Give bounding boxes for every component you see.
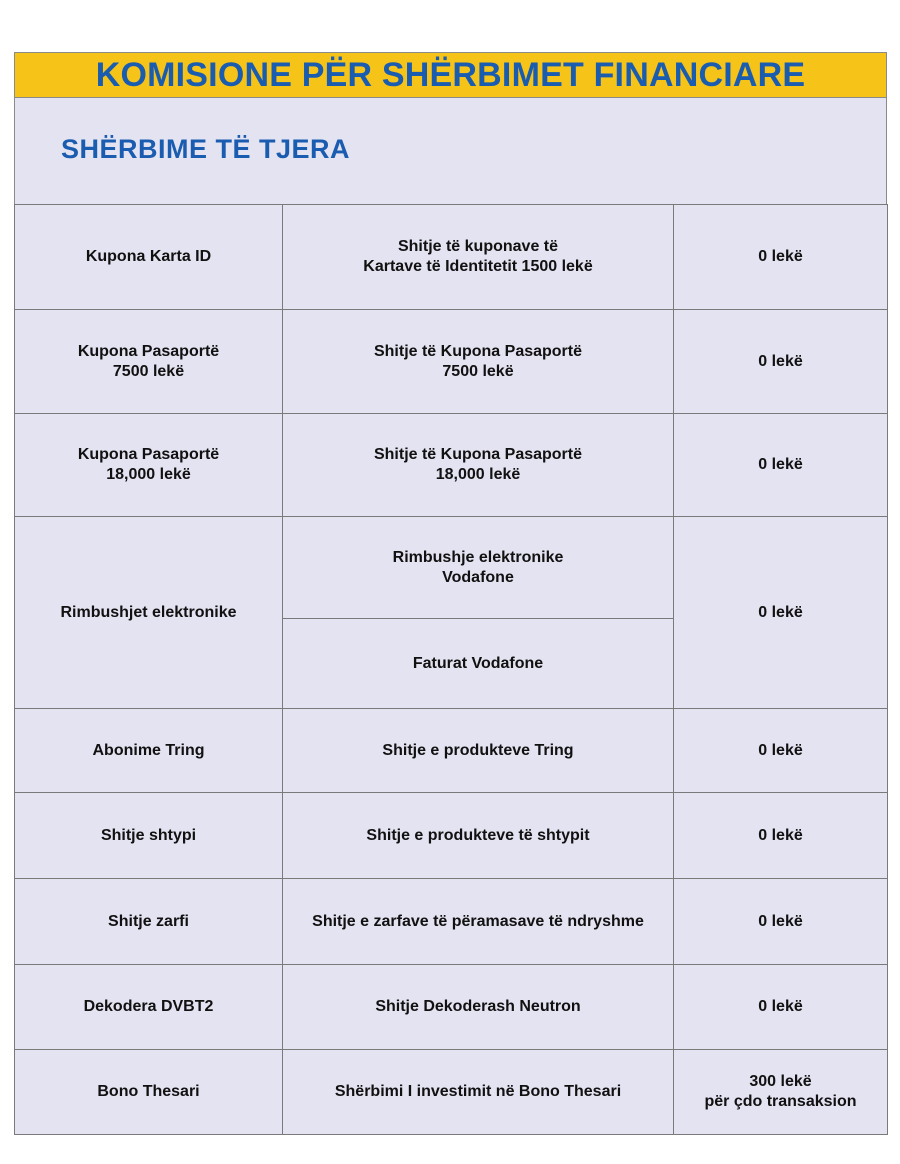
table-row bbox=[15, 517, 888, 619]
service-description-cell: Rimbushje elektronike Vodafone bbox=[283, 517, 674, 619]
fee-cell: 0 lekë bbox=[674, 517, 888, 709]
service-description-cell: Shitje Dekoderash Neutron bbox=[283, 965, 674, 1050]
service-name-cell: Kupona Karta ID bbox=[15, 205, 283, 310]
table-row bbox=[15, 1050, 888, 1135]
table-row bbox=[15, 310, 888, 414]
service-name-cell: Kupona Pasaportë 7500 lekë bbox=[15, 310, 283, 414]
service-name-cell: Dekodera DVBT2 bbox=[15, 965, 283, 1050]
service-description-cell: Shitje e zarfave të përamasave të ndryshme bbox=[283, 879, 674, 965]
service-name-cell: Rimbushjet elektronike bbox=[15, 517, 283, 709]
table-row bbox=[15, 205, 888, 310]
service-name-cell: Shitje zarfi bbox=[15, 879, 283, 965]
fee-cell: 0 lekë bbox=[674, 965, 888, 1050]
service-description-cell: Shitje të Kupona Pasaportë 18,000 lekë bbox=[283, 414, 674, 517]
table-row bbox=[15, 879, 888, 965]
service-description-cell: Shitje të Kupona Pasaportë 7500 lekë bbox=[283, 310, 674, 414]
table-row bbox=[15, 414, 888, 517]
fees-table bbox=[14, 204, 888, 1135]
fee-cell: 0 lekë bbox=[674, 879, 888, 965]
title-banner bbox=[14, 52, 887, 98]
fee-document bbox=[14, 52, 887, 1135]
service-description-cell: Shërbimi I investimit në Bono Thesari bbox=[283, 1050, 674, 1135]
service-name-cell: Shitje shtypi bbox=[15, 793, 283, 879]
fee-cell: 0 lekë bbox=[674, 310, 888, 414]
service-name-cell: Kupona Pasaportë 18,000 lekë bbox=[15, 414, 283, 517]
section-title: SHËRBIME TË TJERA bbox=[61, 134, 351, 164]
fee-cell: 300 lekë për çdo transaksion bbox=[674, 1050, 888, 1135]
fee-cell: 0 lekë bbox=[674, 414, 888, 517]
section-header bbox=[14, 98, 887, 204]
table-row bbox=[15, 965, 888, 1050]
service-name-cell: Bono Thesari bbox=[15, 1050, 283, 1135]
service-description-cell: Shitje e produkteve Tring bbox=[283, 709, 674, 793]
table-row bbox=[15, 709, 888, 793]
table-row bbox=[15, 793, 888, 879]
document-title: KOMISIONE PËR SHËRBIMET FINANCIARE bbox=[95, 55, 806, 94]
fee-cell: 0 lekë bbox=[674, 205, 888, 310]
fee-cell: 0 lekë bbox=[674, 793, 888, 879]
service-description-cell: Shitje e produkteve të shtypit bbox=[283, 793, 674, 879]
service-description-cell: Shitje të kuponave të Kartave të Identitetit 1500 lekë bbox=[283, 205, 674, 310]
service-description-cell: Faturat Vodafone bbox=[283, 619, 674, 709]
fee-cell: 0 lekë bbox=[674, 709, 888, 793]
service-name-cell: Abonime Tring bbox=[15, 709, 283, 793]
